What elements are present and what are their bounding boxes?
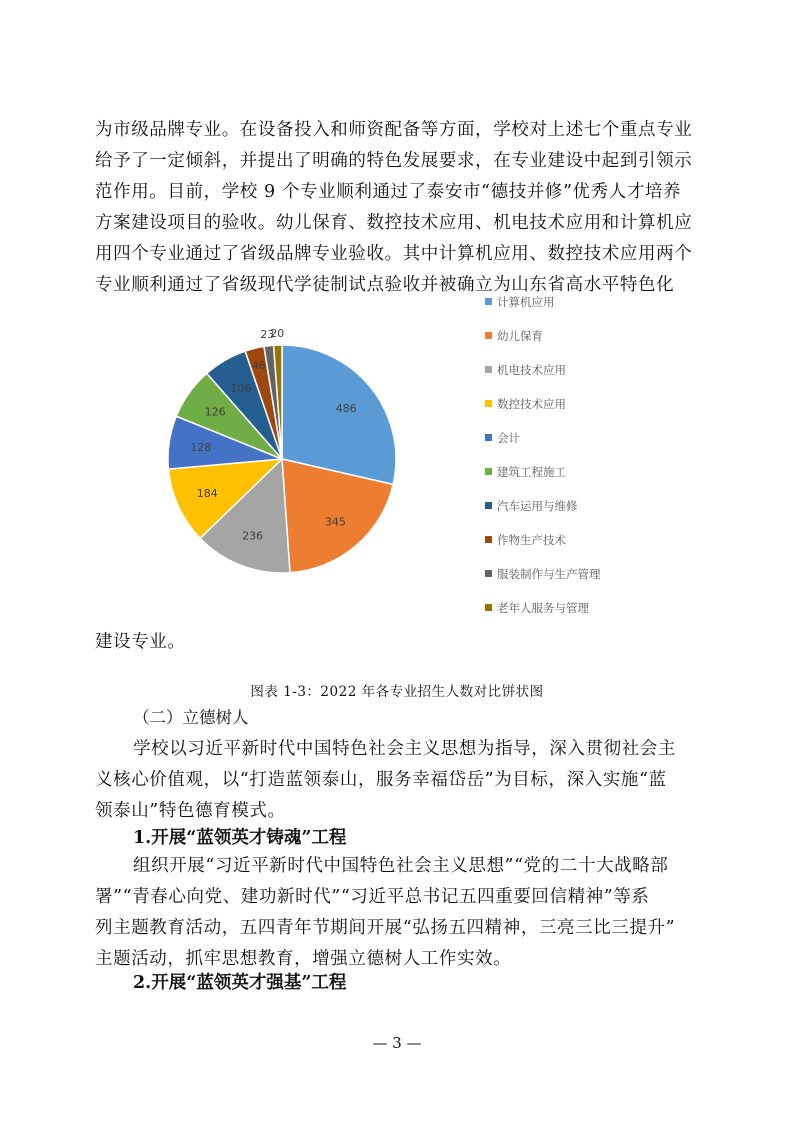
figure-caption: 图表 1-3：2022 年各专业招生人数对比饼状图 [250, 684, 544, 700]
text-line: 专业顺利通过了省级现代学徒制试点验收并被确立为山东省高水平特色化 [95, 275, 675, 295]
section-paragraph [95, 734, 700, 827]
data-label: 23 [260, 327, 275, 341]
data-label: 128 [190, 440, 212, 454]
text-line: 方案建设项目的验收。幼儿保育、数控技术应用、机电技术应用和计算机应 [95, 213, 693, 233]
legend-swatch [485, 570, 492, 577]
text-line: 主题活动，抓牢思想教育，增强立德树人工作实效。 [95, 949, 512, 969]
data-label: 486 [335, 401, 357, 415]
heading-2: 2.开展“蓝领英才强基”工程 [133, 973, 347, 993]
legend-entry: 会计 [497, 431, 520, 445]
pie-chart [150, 292, 620, 632]
legend-entry: 机电技术应用 [497, 363, 566, 377]
legend-swatch [485, 298, 492, 305]
text-line: 为市级品牌专业。在设备投入和师资配备等方面，学校对上述七个重点专业 [95, 120, 693, 140]
legend-swatch [485, 502, 492, 509]
data-label: 126 [204, 405, 226, 419]
data-label: 106 [230, 382, 252, 395]
text-line: 义核心价值观，以“打造蓝领泰山，服务幸福岱岳”为目标，深入实施“蓝 [95, 770, 667, 790]
legend-entry: 建筑工程施工 [497, 465, 566, 479]
legend-swatch [485, 400, 492, 407]
heading-1: 1.开展“蓝领英才铸魂”工程 [133, 828, 347, 848]
legend-entry: 服装制作与生产管理 [497, 567, 601, 581]
after-chart-text: 建设专业。 [95, 632, 186, 652]
legend-swatch [485, 536, 492, 543]
data-label: 345 [324, 515, 346, 529]
text-line: 领泰山”特色德育模式。 [95, 801, 286, 821]
data-label: 236 [242, 529, 264, 543]
page-number: — 3 — [372, 1034, 422, 1052]
data-label: 46 [251, 359, 266, 372]
data-label: 184 [196, 487, 218, 501]
legend-swatch [485, 332, 492, 339]
text-line: 给予了一定倾斜，并提出了明确的特色发展要求，在专业建设中起到引领示 [95, 151, 693, 171]
legend-entry: 作物生产技术 [497, 533, 566, 547]
intro-paragraph [95, 115, 700, 301]
legend-entry: 数控技术应用 [497, 397, 566, 411]
legend-entry: 老年人服务与管理 [497, 601, 589, 615]
text-line: 范作用。目前，学校 9 个专业顺利通过了泰安市“德技并修”优秀人才培养 [95, 182, 682, 202]
legend-swatch [485, 366, 492, 373]
text-line: 学校以习近平新时代中国特色社会主义思想为指导，深入贯彻社会主 [133, 739, 676, 759]
legend-entry: 计算机应用 [497, 295, 555, 309]
legend-swatch [485, 604, 492, 611]
heading1-paragraph [95, 851, 700, 975]
legend-entry: 幼儿保育 [497, 329, 543, 343]
data-label: 20 [270, 327, 285, 341]
pie-slices [168, 345, 396, 573]
chart-legend [485, 295, 601, 615]
text-line: 用四个专业通过了省级品牌专业验收。其中计算机应用、数控技术应用两个 [95, 244, 693, 264]
section-title: （二）立德树人 [133, 708, 249, 727]
legend-swatch [485, 468, 492, 475]
text-line: 署”“青春心向党、建功新时代”“习近平总书记五四重要回信精神”等系 [95, 887, 650, 907]
legend-swatch [485, 434, 492, 441]
legend-entry: 汽车运用与维修 [497, 499, 578, 513]
text-line: 列主题教育活动，五四青年节期间开展“弘扬五四精神，三亮三比三提升” [95, 918, 676, 938]
text-line: 组织开展“习近平新时代中国特色社会主义思想”“党的二十大战略部 [133, 856, 669, 876]
